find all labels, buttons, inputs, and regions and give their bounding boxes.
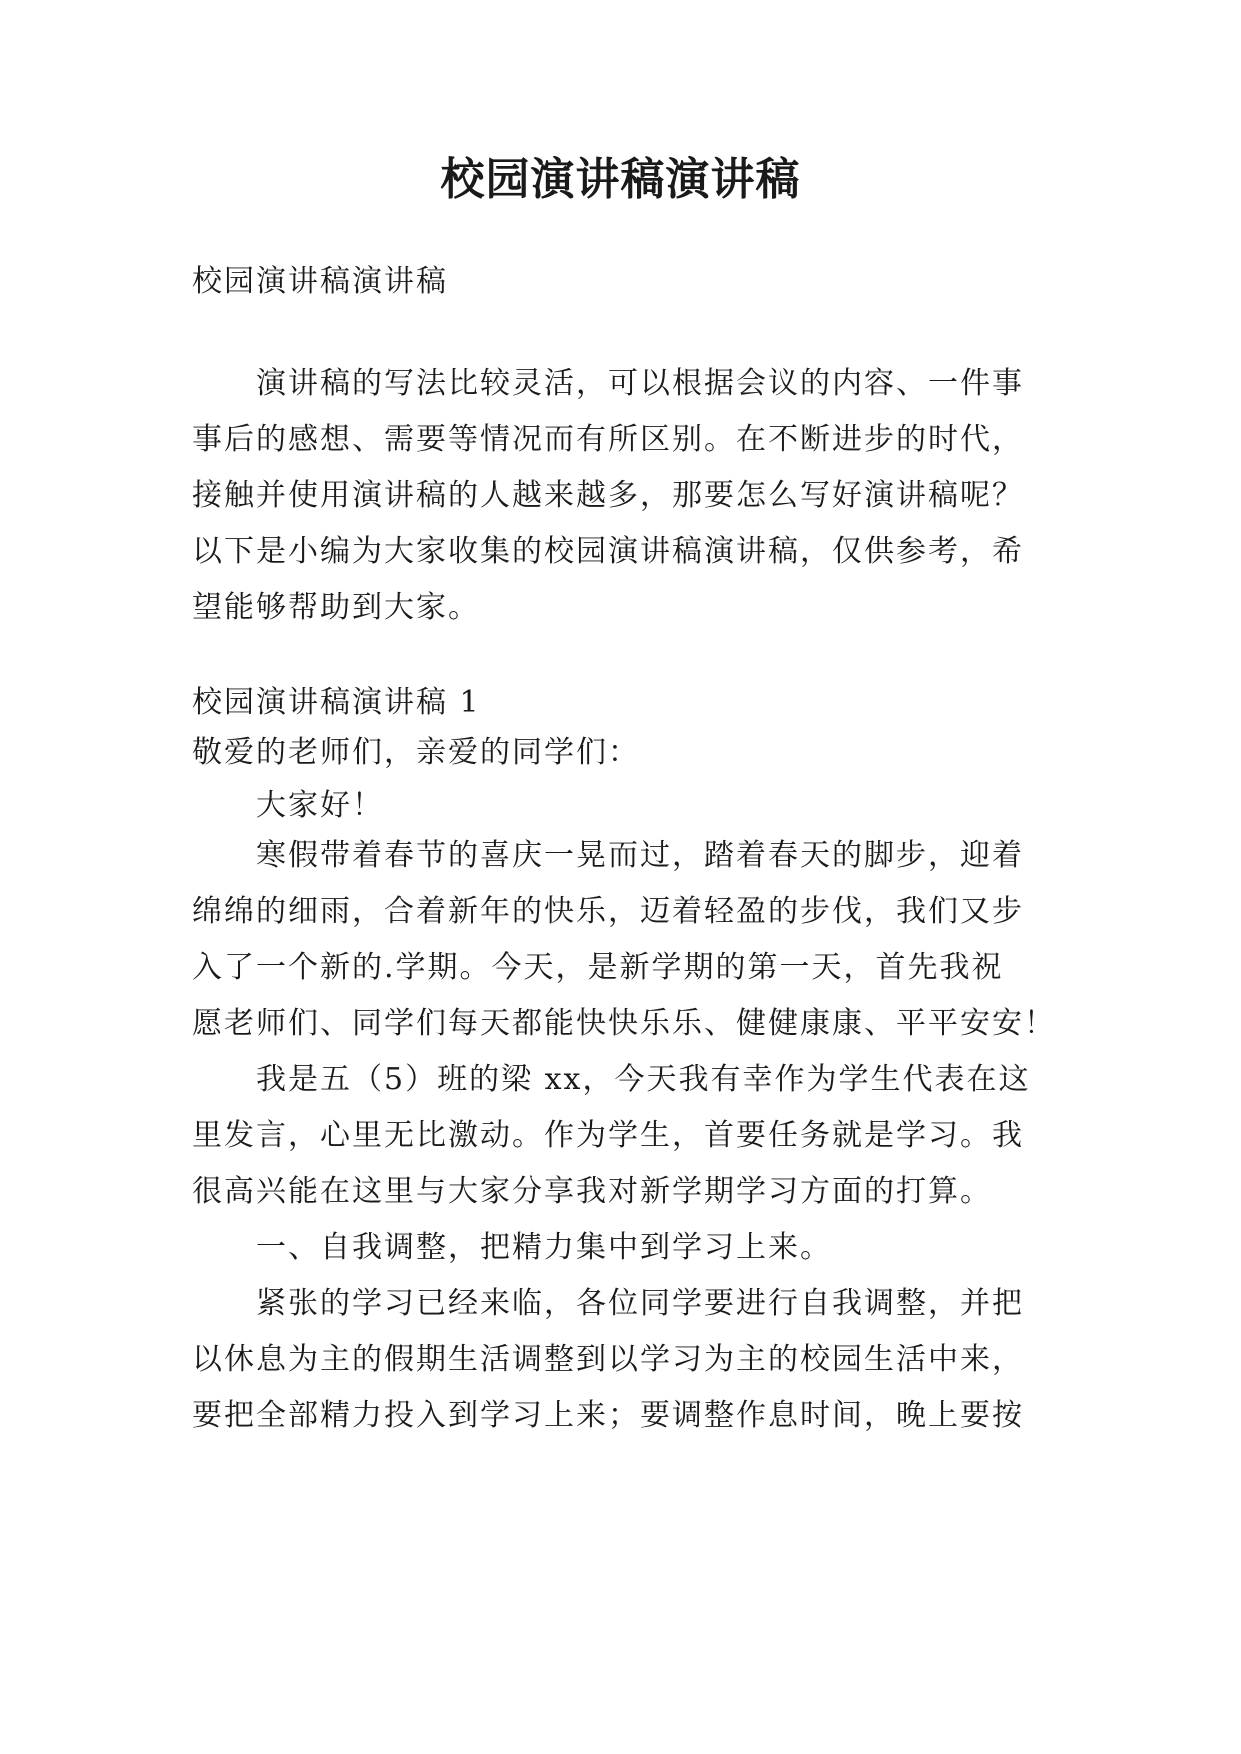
document-subtitle: 校园演讲稿演讲稿: [192, 264, 448, 299]
intro-line: 接触并使用演讲稿的人越来越多，那要怎么写好演讲稿呢？: [192, 478, 1024, 513]
intro-line: 以下是小编为大家收集的校园演讲稿演讲稿，仅供参考，希: [192, 534, 1024, 569]
body-line: 一、自我调整，把精力集中到学习上来。: [256, 1230, 832, 1265]
greeting: 大家好！: [256, 788, 384, 823]
body-line: 愿老师们、同学们每天都能快快乐乐、健健康康、平平安安！: [192, 1006, 1056, 1041]
body-line: 很高兴能在这里与大家分享我对新学期学习方面的打算。: [192, 1174, 992, 1209]
section-heading: 校园演讲稿演讲稿 1: [192, 685, 481, 720]
body-line: 要把全部精力投入到学习上来；要调整作息时间，晚上要按: [192, 1398, 1024, 1433]
body-line: 我是五（5）班的梁 xx，今天我有幸作为学生代表在这: [256, 1062, 1031, 1097]
document-title: 校园演讲稿演讲稿: [440, 154, 801, 205]
body-line: 寒假带着春节的喜庆一晃而过，踏着春天的脚步，迎着: [256, 838, 1024, 873]
body-line: 绵绵的细雨，合着新年的快乐，迈着轻盈的步伐，我们又步: [192, 894, 1024, 929]
intro-line: 演讲稿的写法比较灵活，可以根据会议的内容、一件事: [256, 366, 1024, 401]
body-line: 里发言，心里无比激动。作为学生，首要任务就是学习。我: [192, 1118, 1024, 1153]
intro-line: 望能够帮助到大家。: [192, 590, 480, 625]
body-line: 以休息为主的假期生活调整到以学习为主的校园生活中来，: [192, 1342, 1024, 1377]
body-line: 紧张的学习已经来临，各位同学要进行自我调整，并把: [256, 1286, 1024, 1321]
body-line: 入了一个新的.学期。今天，是新学期的第一天，首先我祝: [192, 950, 1004, 985]
salutation: 敬爱的老师们，亲爱的同学们：: [192, 735, 640, 770]
intro-line: 事后的感想、需要等情况而有所区别。在不断进步的时代，: [192, 422, 1024, 457]
